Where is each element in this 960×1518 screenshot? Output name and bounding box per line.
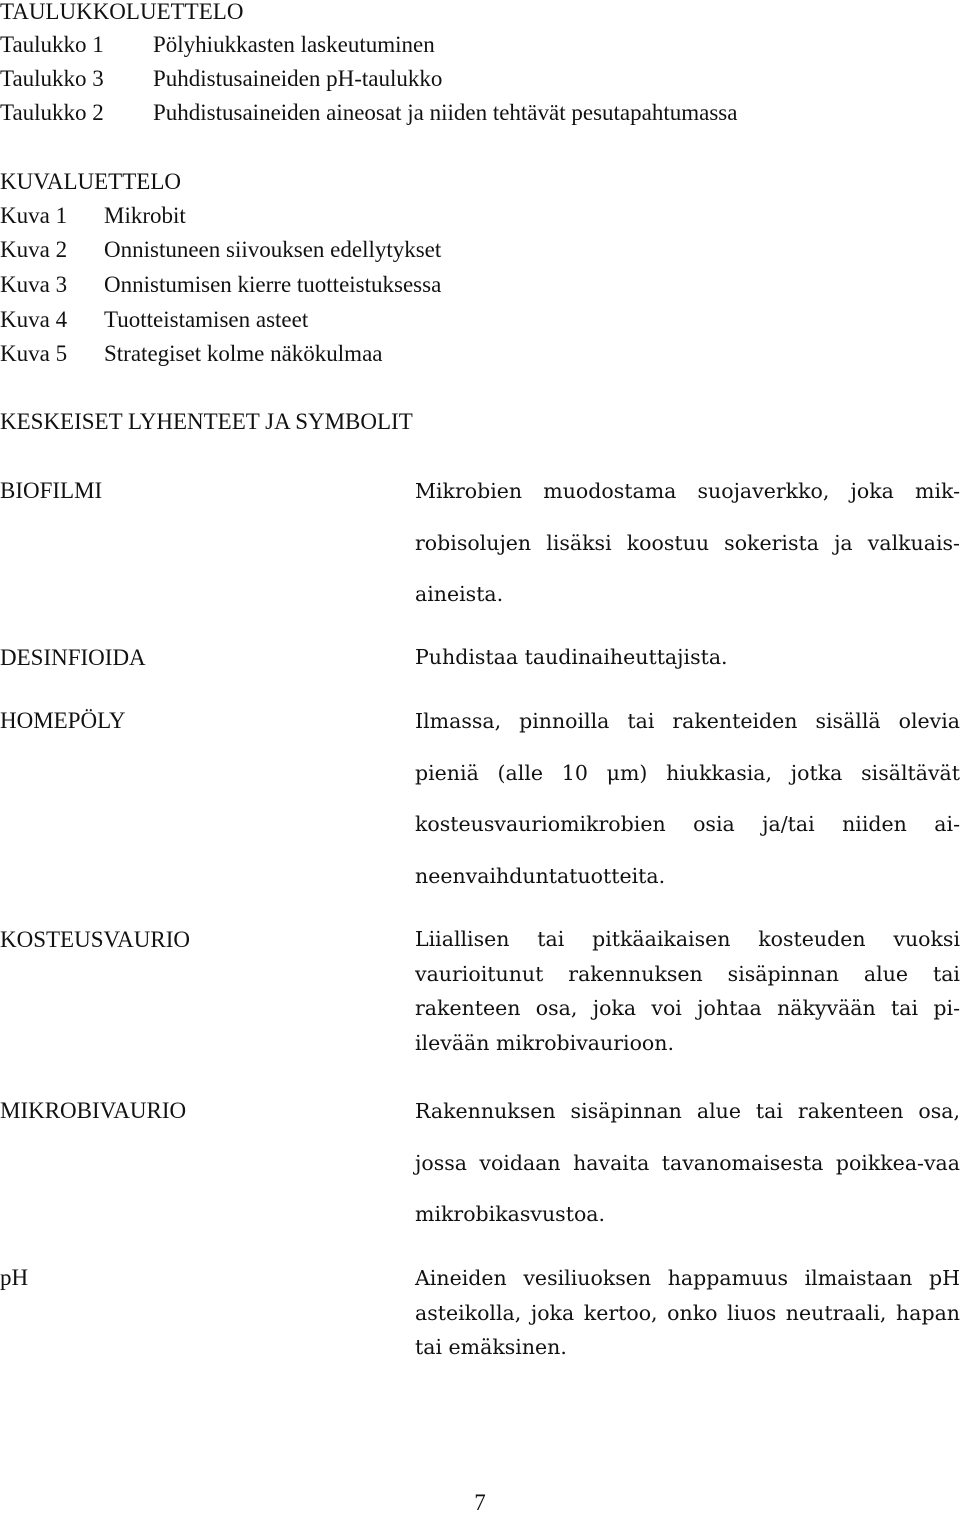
table-title: Puhdistusaineiden aineosat ja niiden tehtävät pesutapahtumassa bbox=[153, 100, 738, 125]
abbreviation-term: BIOFILMI bbox=[0, 478, 103, 503]
abbreviation-term: MIKROBIVAURIO bbox=[0, 1098, 187, 1123]
table-list-item bbox=[0, 30, 435, 60]
figure-title: Onnistumisen kierre tuotteistuksessa bbox=[104, 272, 442, 297]
page-number: 7 bbox=[474, 1490, 486, 1515]
abbreviation-term: KOSTEUSVAURIO bbox=[0, 927, 190, 952]
figure-title: Tuotteistamisen asteet bbox=[104, 307, 309, 332]
figure-list-item bbox=[0, 201, 186, 231]
table-title: Puhdistusaineiden pH-taulukko bbox=[153, 66, 443, 91]
abbreviation-definition: Liiallisen tai pitkäaikaisen kosteuden vuoksi vaurioitunut rakennuksen sisäpinnan alue tai rakenteen osa, joka voi johtaa näkyvään tai pi-ilevään mikrobivaurioon. bbox=[415, 927, 960, 1055]
table-label: Taulukko 3 bbox=[0, 66, 104, 91]
abbreviation-definition: Aineiden vesiliuoksen happamuus ilmaistaan pH asteikolla, joka kertoo, onko liuos neutraali, hapan tai emäksinen. bbox=[415, 1266, 960, 1359]
table-list-item bbox=[0, 64, 442, 94]
figure-label: Kuva 4 bbox=[0, 307, 68, 332]
figure-label: Kuva 3 bbox=[0, 272, 68, 297]
table-label: Taulukko 1 bbox=[0, 32, 104, 57]
abbreviation-definition: Mikrobien muodostama suojaverkko, joka mik-robisolujen lisäksi koostuu sokerista ja valkuais-aineista. bbox=[415, 479, 960, 606]
figure-title: Onnistuneen siivouksen edellytykset bbox=[104, 237, 442, 262]
figure-title: Strategiset kolme näkökulmaa bbox=[104, 341, 383, 366]
table-label: Taulukko 2 bbox=[0, 100, 104, 125]
abbreviation-definition: Rakennuksen sisäpinnan alue tai rakenteen osa, jossa voidaan havaita tavanomaisesta poikkea-vaa mikrobikasvustoa. bbox=[415, 1099, 960, 1226]
figure-list-item bbox=[0, 305, 308, 335]
figure-label: Kuva 1 bbox=[0, 203, 68, 228]
figure-list-item bbox=[0, 270, 441, 300]
abbreviation-term: pH bbox=[0, 1265, 29, 1290]
figure-label: Kuva 2 bbox=[0, 237, 68, 262]
figure-label: Kuva 5 bbox=[0, 341, 68, 366]
table-title: Pölyhiukkasten laskeutuminen bbox=[153, 32, 435, 57]
abbreviation-definition: Puhdistaa taudinaiheuttajista. bbox=[415, 645, 728, 669]
table-list-heading: TAULUKKOLUETTELO bbox=[0, 0, 244, 24]
figure-list-item bbox=[0, 339, 382, 369]
table-list-item bbox=[0, 98, 737, 128]
abbreviation-term: DESINFIOIDA bbox=[0, 645, 146, 670]
abbreviation-term: HOMEPÖLY bbox=[0, 708, 126, 733]
abbreviation-definition: Ilmassa, pinnoilla tai rakenteiden sisällä olevia pieniä (alle 10 μm) hiukkasia, jotka sisältävät kosteusvauriomikrobien osia ja/tai niiden ai-neenvaihduntatuotteita. bbox=[415, 709, 960, 888]
figure-list-item bbox=[0, 235, 441, 265]
abbreviations-heading: KESKEISET LYHENTEET JA SYMBOLIT bbox=[0, 409, 413, 434]
figure-list-heading: KUVALUETTELO bbox=[0, 169, 181, 194]
figure-title: Mikrobit bbox=[104, 203, 186, 228]
